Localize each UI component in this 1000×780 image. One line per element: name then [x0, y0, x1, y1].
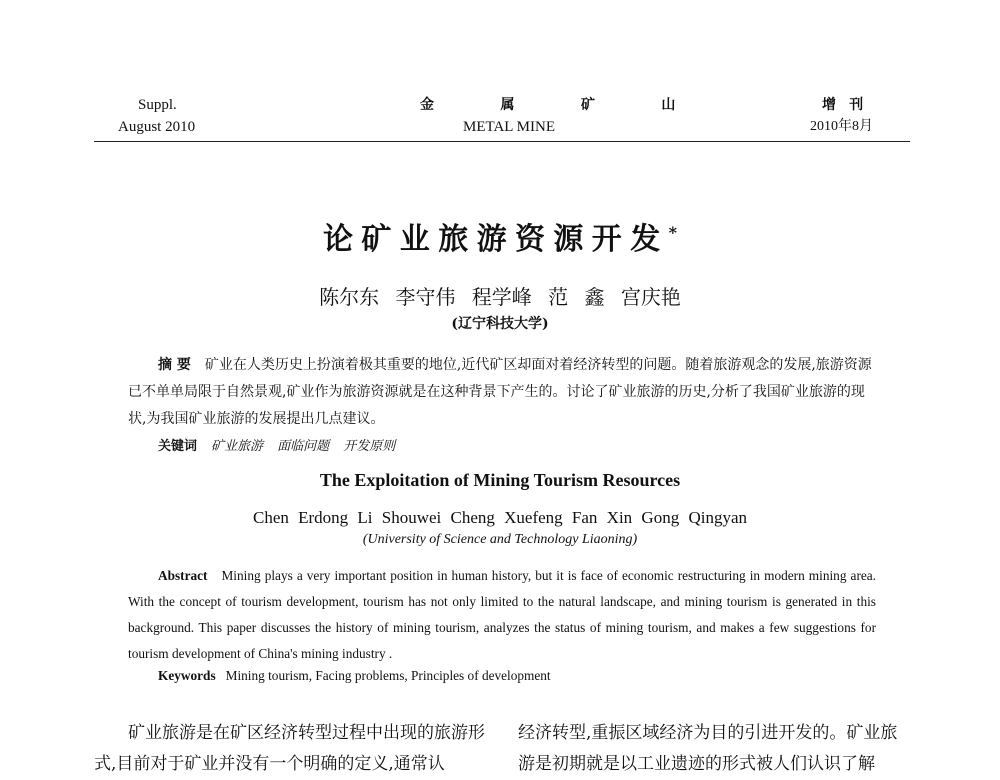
body-column-right — [518, 718, 910, 780]
keywords-cn — [158, 435, 395, 454]
authors-en: Chen Erdong Li Shouwei Cheng Xuefeng Fan Xin Gong Qingyan — [252, 508, 748, 527]
keywords-text-en: Mining tourism, Facing problems, Principles of development — [225, 668, 551, 683]
body-paragraph-left: 矿业旅游是在矿区经济转型过程中出现的旅游形式,目前对于矿业并没有一个明确的定义,通常认 — [94, 723, 485, 774]
paper-title-cn-text: 论矿业旅游资源开发 — [323, 222, 669, 257]
abstract-text-cn: 矿业在人类历史上扮演着极其重要的地位,近代矿区却面对着经济转型的问题。随着旅游观念的发展,旅游资源已不单单局限于自然景观,矿业作为旅游资源就是在这种背景下产生的。讨论了矿业旅游的历史,分析了我国矿业旅游的现状,为我国矿业旅游的发展提出几点建议。 — [128, 357, 872, 427]
affiliation-cn: (辽宁科技大学) — [451, 316, 549, 332]
keywords-label-cn: 关键词 — [158, 439, 198, 454]
abstract-label-en: Abstract — [158, 568, 208, 583]
keywords-en — [158, 668, 551, 684]
affiliation-en: (University of Science and Technology Liaoning) — [362, 532, 638, 547]
paper-title-cn — [0, 214, 1000, 258]
header-rule — [94, 141, 910, 142]
abstract-en — [128, 563, 876, 667]
body-paragraph-right: 经济转型,重振区域经济为目的引进开发的。矿业旅游是初期就是以工业遗迹的形式被人们认识了解 — [518, 723, 898, 774]
journal-issue-date-en: August 2010 — [118, 119, 196, 135]
keywords-label-en: Keywords — [158, 668, 216, 683]
abstract-cn — [128, 352, 873, 433]
journal-name-cn: 金 属 矿 山 — [420, 97, 707, 113]
paper-title-en: The Exploitation of Mining Tourism Resources — [319, 470, 681, 490]
journal-name-en: METAL MINE — [463, 119, 555, 135]
journal-issue-date-cn: 2010年8月 — [810, 119, 873, 134]
body-column-left — [94, 718, 486, 780]
abstract-label-cn: 摘 要 — [158, 357, 191, 373]
journal-supplement-label: Suppl. — [138, 97, 177, 113]
abstract-text-en: Mining plays a very important position in human history, but it is face of economic restructuring in modern mining area. With the concept of tourism development, tourism has not only limited to the natural landscape, and mining tourism is generated in this background. This paper discusses the history of mining tourism, analyzes the status of mining tourism, and makes a few suggestions for tourism development of China's mining industry . — [128, 568, 876, 661]
journal-supplement-cn: 增 刊 — [822, 97, 868, 113]
title-footnote-mark: * — [668, 223, 677, 242]
keywords-text-cn: 矿业旅游 面临问题 开发原则 — [211, 439, 396, 454]
authors-cn: 陈尔东 李守伟 程学峰 范 鑫 宫庆艳 — [319, 285, 681, 309]
